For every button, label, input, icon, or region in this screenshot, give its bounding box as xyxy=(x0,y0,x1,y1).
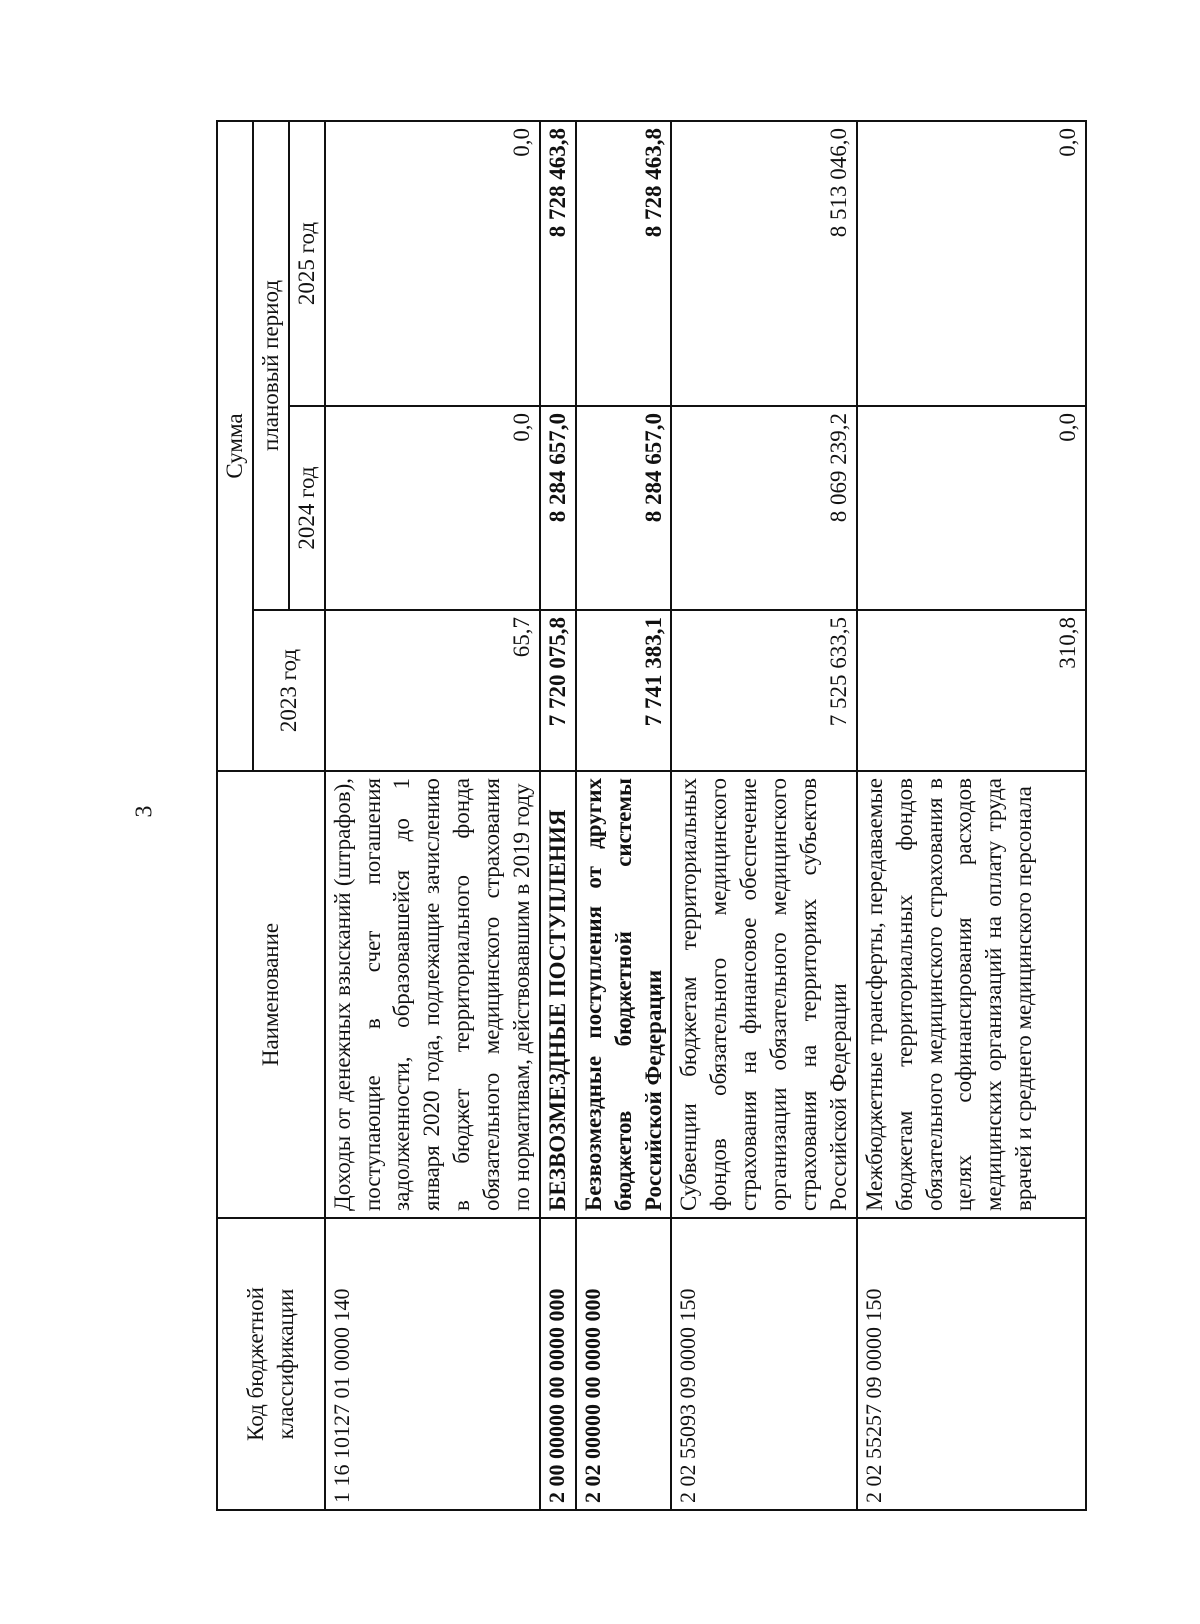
row-value-2023: 7 720 075,8 xyxy=(540,610,576,771)
header-2023: 2023 год xyxy=(253,610,325,771)
row-code: 2 02 55257 09 0000 150 xyxy=(857,1218,1086,1510)
row-value-2023: 7 741 383,1 xyxy=(576,610,672,771)
row-code: 2 02 55093 09 0000 150 xyxy=(671,1218,856,1510)
table-row xyxy=(671,121,856,1510)
header-planned-period: плановый период xyxy=(253,121,289,610)
row-code: 1 16 10127 01 0000 140 xyxy=(325,1218,540,1510)
table-row xyxy=(857,121,1086,1510)
row-value-2023: 7 525 633,5 xyxy=(671,610,856,771)
row-value-2023: 310,8 xyxy=(857,610,1086,771)
row-value-2024: 0,0 xyxy=(857,406,1086,610)
row-code: 2 02 00000 00 0000 000 xyxy=(576,1218,672,1510)
row-code: 2 00 00000 00 0000 000 xyxy=(540,1218,576,1510)
table-row xyxy=(540,121,576,1510)
row-value-2024: 8 069 239,2 xyxy=(671,406,856,610)
row-name: БЕЗВОЗМЕЗДНЫЕ ПОСТУПЛЕНИЯ xyxy=(540,771,576,1218)
row-value-2025: 0,0 xyxy=(857,121,1086,406)
row-value-2024: 0,0 xyxy=(325,406,540,610)
header-name: Наименование xyxy=(217,771,325,1218)
page-number: 3 xyxy=(131,805,158,818)
row-value-2024: 8 284 657,0 xyxy=(540,406,576,610)
row-value-2023: 65,7 xyxy=(325,610,540,771)
row-name: Межбюджетные трансферты, передаваемые бюджетам территориальных фондов обязательного медицинского страхования в целях софинансирования расходов медицинских организаций на оплату труда врачей и среднего медицинского персонала xyxy=(857,771,1086,1218)
header-sum: Сумма xyxy=(217,121,253,771)
header-2025: 2025 год xyxy=(289,121,325,406)
row-value-2025: 8 513 046,0 xyxy=(671,121,856,406)
table-row xyxy=(576,121,672,1510)
header-2024: 2024 год xyxy=(289,406,325,610)
row-value-2025: 0,0 xyxy=(325,121,540,406)
budget-table-container xyxy=(216,121,1080,1511)
row-value-2024: 8 284 657,0 xyxy=(576,406,672,610)
budget-table xyxy=(216,120,1087,1511)
row-value-2025: 8 728 463,8 xyxy=(540,121,576,406)
header-code: Код бюджетной классификации xyxy=(217,1218,325,1510)
row-name: Доходы от денежных взысканий (штрафов), поступающие в счет погашения задолженности, образовавшейся до 1 января 2020 года, подлежащие зачислению в бюджет территориального фонда обязательного медицинского страхования по нормативам, действовавшим в 2019 году xyxy=(325,771,540,1218)
row-name: Безвозмездные поступления от других бюджетов бюджетной системы Российской Федерации xyxy=(576,771,672,1218)
row-name: Субвенции бюджетам территориальных фондов обязательного медицинского страхования на финансовое обеспечение организации обязательного медицинского страхования на территориях субъектов Российской Федерации xyxy=(671,771,856,1218)
row-value-2025: 8 728 463,8 xyxy=(576,121,672,406)
table-row xyxy=(325,121,540,1510)
